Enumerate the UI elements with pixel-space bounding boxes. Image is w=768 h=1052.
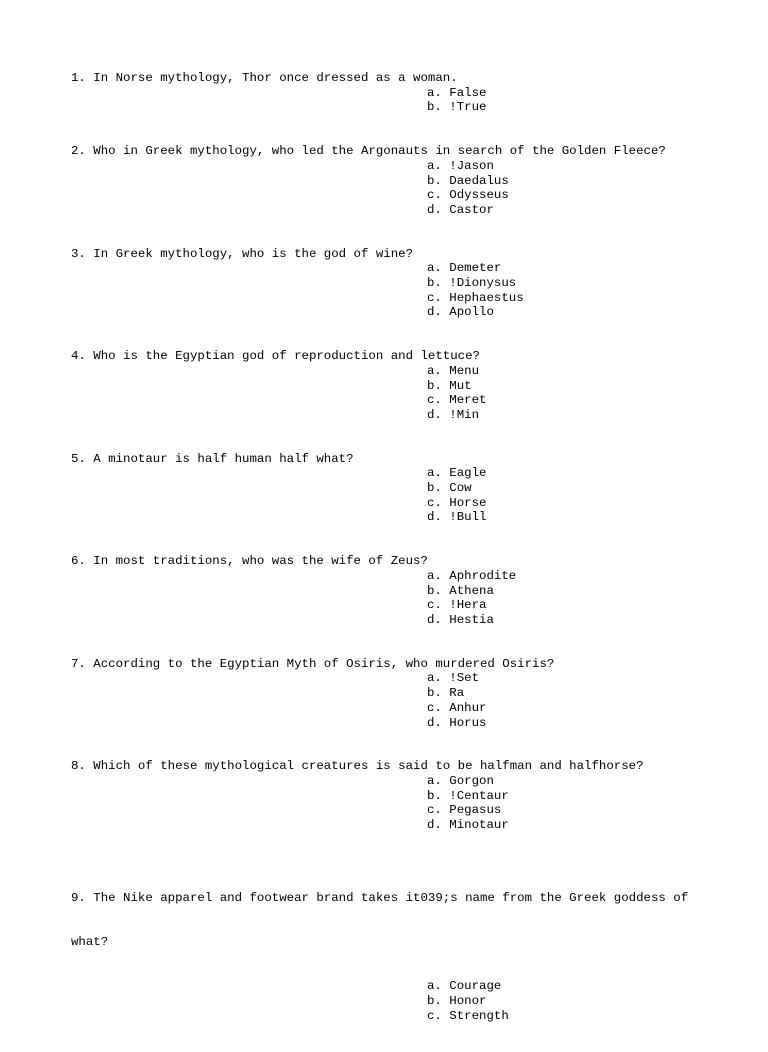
answer-option: b. !True — [427, 100, 487, 115]
answer-list — [71, 774, 701, 833]
answer-option: d. !Bull — [427, 510, 487, 525]
answer-option: b. !Centaur — [427, 788, 509, 803]
question-text: 6. In most traditions, who was the wife of Zeus? — [71, 554, 428, 569]
answer-option: a. Menu — [427, 363, 480, 378]
answer-option: c. Anhur — [427, 700, 487, 715]
question-text: 1. In Norse mythology, Thor once dressed as a woman. — [71, 71, 458, 85]
question-text: 7. According to the Egyptian Myth of Osiris, who murdered Osiris? — [71, 656, 555, 671]
answer-option: b. Cow — [427, 481, 472, 496]
answer-option: d. Horus — [427, 715, 487, 730]
answer-option: c. !Hera — [427, 598, 487, 613]
answer-list — [71, 159, 701, 218]
answer-list — [71, 466, 701, 525]
answer-list — [71, 364, 701, 423]
answer-option: b. Honor — [427, 994, 487, 1009]
question-5 — [71, 452, 701, 526]
question-4 — [71, 349, 701, 423]
answer-option: d. Hestia — [427, 612, 494, 627]
answer-option: a. Gorgon — [427, 773, 494, 788]
answer-list — [71, 671, 701, 730]
answer-option: b. Mut — [427, 378, 472, 393]
answer-option: a. Aphrodite — [427, 568, 517, 583]
answer-option: a. !Jason — [427, 158, 494, 173]
answer-option: c. Hephaestus — [427, 290, 524, 305]
answer-option: a. !Set — [427, 671, 480, 686]
question-text: 3. In Greek mythology, who is the god of wine? — [71, 246, 414, 261]
question-7 — [71, 657, 701, 731]
question-9 — [71, 862, 701, 1024]
answer-option: c. Odysseus — [427, 188, 509, 203]
answer-option: d. Apollo — [427, 305, 494, 320]
question-text-line: 9. The Nike apparel and footwear brand takes it039;s name from the Greek goddess of — [71, 891, 689, 906]
question-6 — [71, 554, 701, 628]
answer-option: b. Ra — [427, 686, 465, 701]
answer-option: d. Minotaur — [427, 818, 509, 833]
answer-option: d. Castor — [427, 202, 494, 217]
answer-option: b. Daedalus — [427, 173, 509, 188]
question-text: 4. Who is the Egyptian god of reproduction and lettuce? — [71, 349, 480, 364]
answer-option: a. False — [427, 85, 487, 100]
answer-list — [71, 261, 701, 320]
answer-option: a. Courage — [427, 979, 502, 994]
question-3 — [71, 247, 701, 321]
answer-option: c. Strength — [427, 1008, 509, 1023]
question-text: 8. Which of these mythological creatures is said to be halfman and halfhorse? — [71, 759, 644, 774]
question-text: 5. A minotaur is half human half what? — [71, 451, 354, 466]
answer-list — [71, 86, 701, 115]
answer-option: a. Demeter — [427, 261, 502, 276]
question-text — [71, 862, 701, 980]
answer-list — [71, 979, 701, 1023]
question-text: 2. Who in Greek mythology, who led the Argonauts in search of the Golden Fleece? — [71, 144, 666, 159]
question-8 — [71, 759, 701, 833]
answer-option: c. Meret — [427, 393, 487, 408]
answer-option: a. Eagle — [427, 466, 487, 481]
answer-option: b. Athena — [427, 583, 494, 598]
answer-option: d. !Min — [427, 407, 480, 422]
quiz-document — [71, 71, 701, 1052]
question-2 — [71, 144, 701, 218]
question-text-line: what? — [71, 935, 109, 950]
question-1 — [71, 71, 701, 115]
answer-option: b. !Dionysus — [427, 276, 517, 291]
answer-option: c. Horse — [427, 495, 487, 510]
answer-list — [71, 569, 701, 628]
answer-option: c. Pegasus — [427, 803, 502, 818]
